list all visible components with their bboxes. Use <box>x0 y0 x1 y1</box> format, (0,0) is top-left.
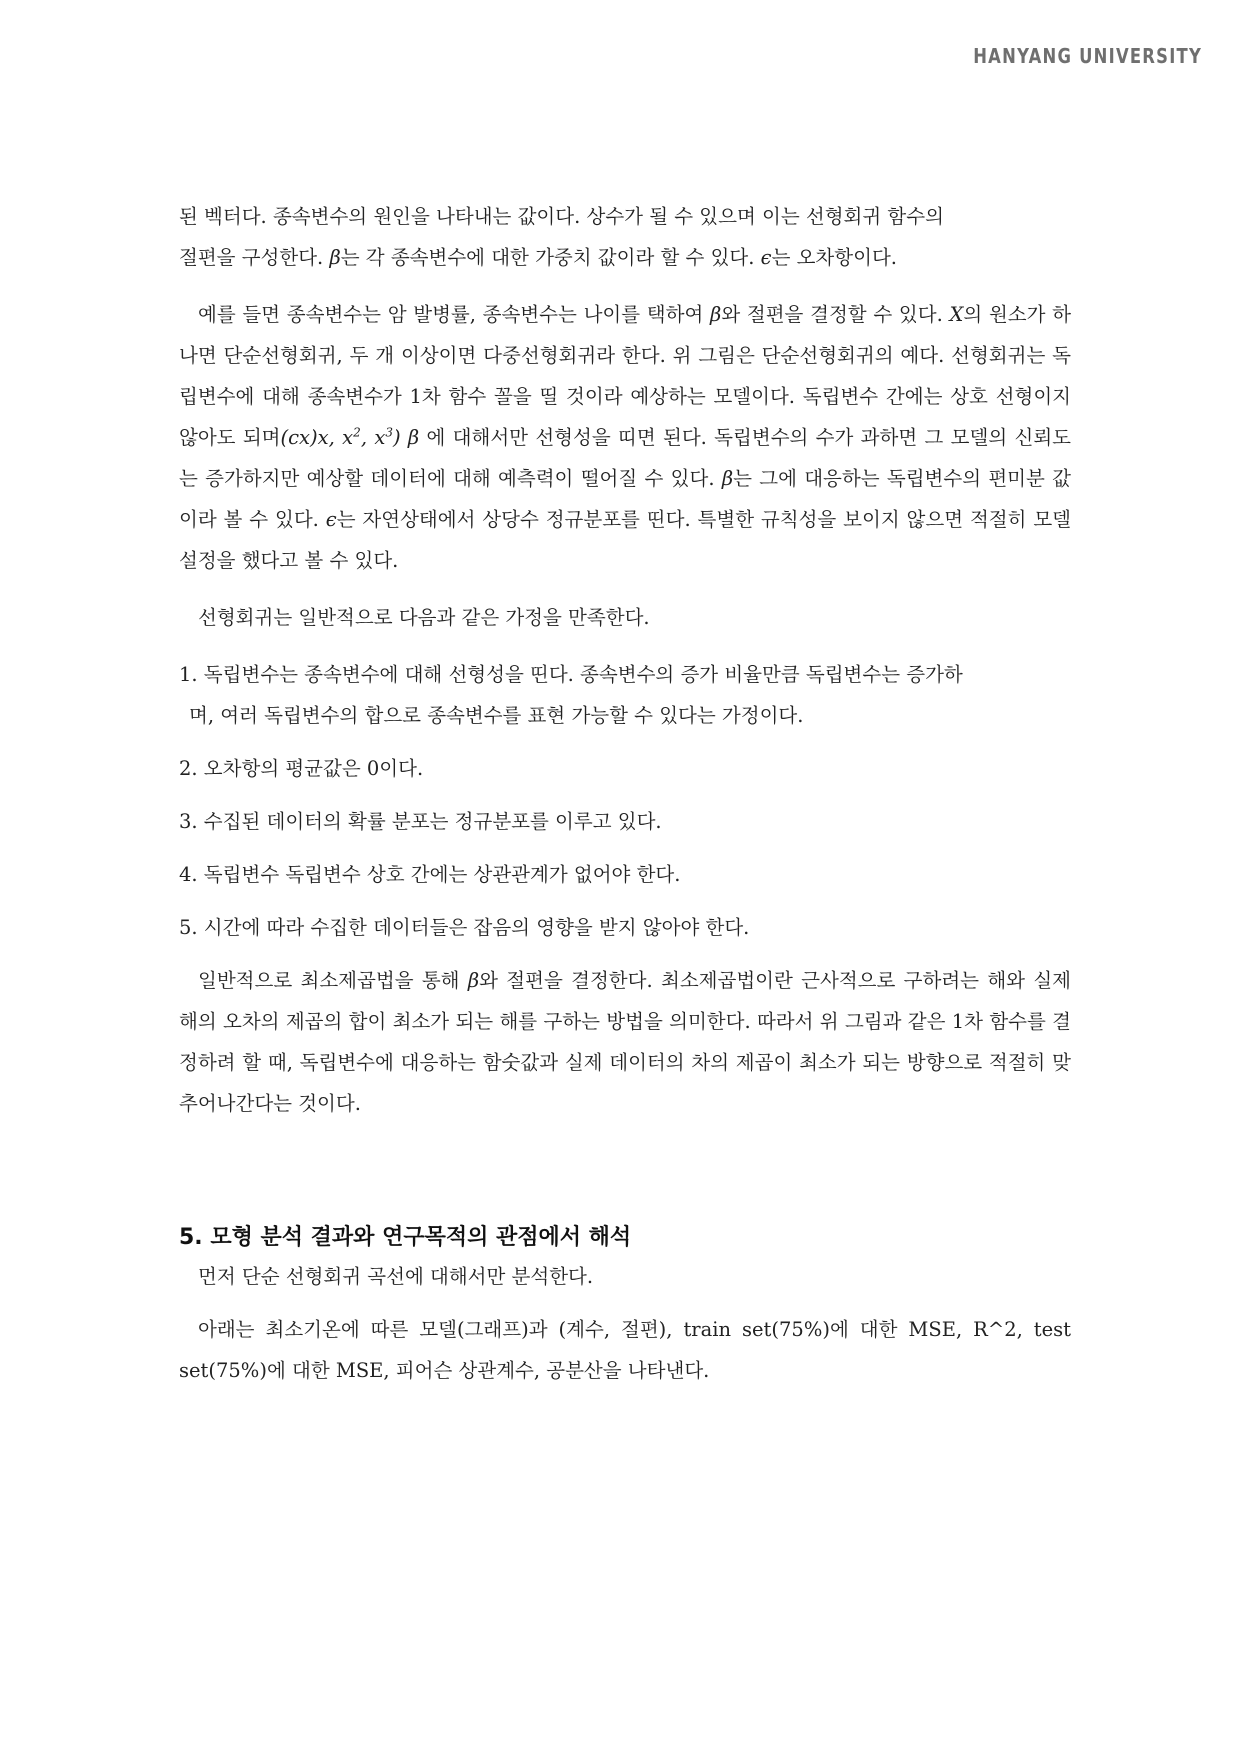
paragraph-linear-regression-example <box>179 294 1071 581</box>
paragraph-analysis-description: 아래는 최소기온에 따른 모델(그래프)과 (계수, 절편), train set(75%)에 대한 MSE, R^2, test set(75%)에 대한 MSE, 피어슨 상관계수, 공분산을 나타낸다. <box>179 1318 1071 1382</box>
text-segment: 예를 들면 종속변수는 암 발병률, 종속변수는 나이를 택하여 <box>198 303 711 326</box>
section-heading: 5. 모형 분석 결과와 연구목적의 관점에서 해석 <box>179 1225 632 1250</box>
beta-symbol: β <box>329 246 341 269</box>
epsilon-symbol: ϵ <box>325 508 337 531</box>
document-body <box>179 196 1071 1407</box>
paragraph-assumptions-intro: 선형회귀는 일반적으로 다음과 같은 가정을 만족한다. <box>198 606 650 629</box>
epsilon-symbol: ϵ <box>760 246 772 269</box>
x-symbol: X <box>949 303 964 326</box>
section-spacer <box>179 1140 1071 1220</box>
text-segment: 는 그에 대응하는 독립변수의 편미분 값이라 볼 수 있다. <box>179 467 1071 531</box>
beta-symbol: β <box>721 467 734 490</box>
text-segment: 는 자연상태에서 상당수 정규분포를 띤다. 특별한 규칙성을 보이지 않으면 적절히 모델 설정을 했다고 볼 수 있다. <box>179 508 1072 572</box>
text-line: 된 벡터다. 종속변수의 원인을 나타내는 값이다. 상수가 될 수 있으며 이는 선형회귀 함수의 <box>179 205 944 228</box>
text-segment: 는 오차항이다. <box>771 246 897 269</box>
list-item: 2. 오차항의 평균값은 0이다. <box>179 757 424 780</box>
text-segment: 와 절편을 결정할 수 있다. <box>721 303 950 326</box>
text-segment: 는 각 종속변수에 대한 가중치 값이라 할 수 있다. <box>340 246 761 269</box>
text-segment: 와 절편을 결정한다. 최소제곱법이란 근사적으로 구하려는 해와 실제 해의 오차의 제곱의 합이 최소가 되는 해를 구하는 방법을 의미한다. 따라서 위 그림과 같은 1차 함수를 결정하려 할 때, 독립변수에 대응하는 함숫값과 실제 데이터의 차의 제곱이 최소가 되는 방향으로 적절히 맞추어나간다는 것이다. <box>179 969 1071 1115</box>
text-segment: 에 대해서만 선형성을 띠면 된다. 독립변수의 수가 과하면 그 모델의 신뢰도는 증가하지만 예상할 데이터에 대해 예측력이 떨어질 수 있다. <box>179 426 1071 490</box>
list-item: 1. 독립변수는 종속변수에 대해 선형성을 띤다. 종속변수의 증가 비율만큼 독립변수는 증가하 며, 여러 독립변수의 합으로 종속변수를 표현 가능할 수 있다는 가정이다. <box>179 663 963 727</box>
text-segment: 의 원소가 하나면 단순선형회귀, 두 개 이상이면 다중선형회귀라 한다. 위 그림은 단순선형회귀의 예다. 선형회귀는 독립변수에 대해 종속변수가 1차 함수 꼴을 띨 것이라 예상하는 모델이다. 독립변수 간에는 상호 선형이지 않아도 되며 <box>179 303 1072 449</box>
paragraph-least-squares <box>179 960 1071 1124</box>
paragraph-vector-description <box>179 196 1071 278</box>
beta-symbol: β <box>467 969 480 992</box>
list-item: 5. 시간에 따라 수집한 데이터들은 잡음의 영향을 받지 않아야 한다. <box>179 916 750 939</box>
university-header: HANYANG UNIVERSITY <box>973 44 1202 68</box>
list-item: 4. 독립변수 독립변수 상호 간에는 상관관계가 없어야 한다. <box>179 863 681 886</box>
list-item: 3. 수집된 데이터의 확률 분포는 정규분포를 이루고 있다. <box>179 810 662 833</box>
text-segment: 절편을 구성한다. <box>179 246 330 269</box>
beta-symbol: β <box>710 303 722 326</box>
math-expression: (cx)x, $x^2$, $x^3$) <box>280 425 401 449</box>
text-segment: 일반적으로 최소제곱법을 통해 <box>198 969 468 992</box>
paragraph-analysis-intro: 먼저 단순 선형회귀 곡선에 대해서만 분석한다. <box>198 1265 594 1288</box>
beta-symbol: β <box>407 426 420 449</box>
